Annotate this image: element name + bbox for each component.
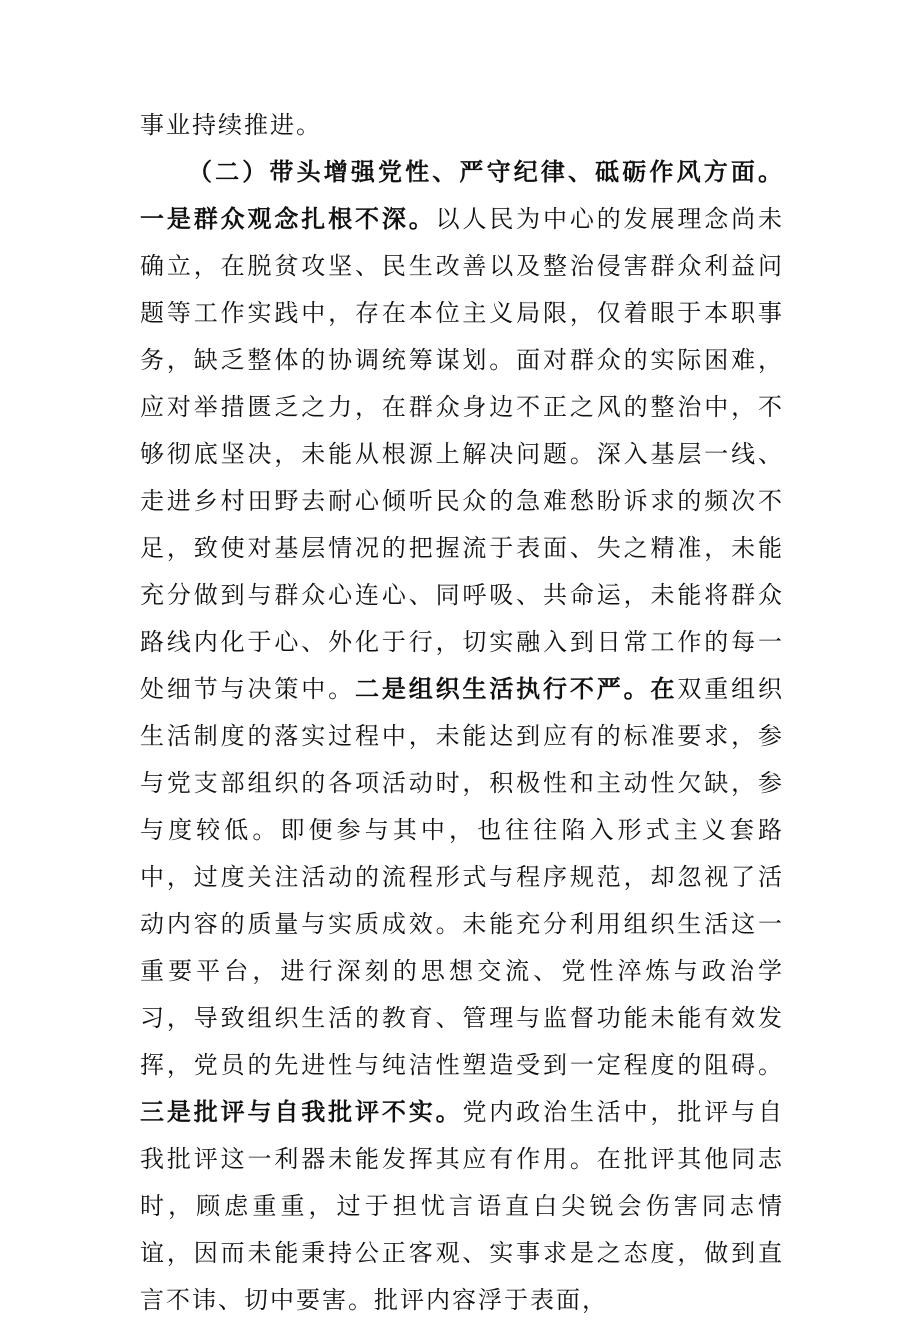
point-one-body: 以人民为中心的发展理念尚未确立，在脱贫攻坚、民生改善以及整治侵害群众利益问题等工作实践中，存在本位主义局限，仅着眼于本职事务，缺乏整体的协调统筹谋划。面对群众的实际困难，应对举措匮乏之力，在群众身边不正之风的整治中，不够彻底坚决，未能从根源上解决问题。深入基层一线、走进乡村田野去耐心倾听民众的急难愁盼诉求的频次不足，致使对基层情况的把握流于表面、失之精准，未能充分做到与群众心连心、同呼吸、共命运，未能将群众路线内化于心、外化于行，切实融入到日常工作的每一处细节与决策中。 [140,205,785,703]
paragraph-section-two [140,149,784,1324]
text-run: 事业持续推进。 [140,111,322,139]
section-heading-with-point-one: （二）带头增强党性、严守纪律、砥砺作风方面。一是群众观念扎根不深。 [140,158,784,233]
point-two-body: 双重组织生活制度的落实过程中，未能达到应有的标准要求，参与党支部组织的各项活动时，积极性和主动性欠缺，参与度较低。即便参与其中，也往往陷入形式主义套路中，过度关注活动的流程形式与程序规范，却忽视了活动内容的质量与实质成效。未能充分利用组织生活这一重要平台，进行深刻的思想交流、党性淬炼与政治学习，导致组织生活的教育、管理与监督功能未能有效发挥，党员的先进性与纯洁性塑造受到一定程度的阻碍。 [140,675,785,1079]
point-two-heading: 二是组织生活执行不严。在 [354,675,678,703]
paragraph-continuation [140,102,784,149]
point-three-body: 党内政治生活中，批评与自我批评这一利器未能发挥其应有作用。在批评其他同志时，顾虑重重，过于担忧言语直白尖锐会伤害同志情谊，因而未能秉持公正客观、实事求是之态度，做到直言不讳、切中要害。批评内容浮于表面， [140,1098,785,1314]
point-three-heading: 三是批评与自我批评不实。 [140,1098,463,1126]
document-body [140,102,784,1324]
